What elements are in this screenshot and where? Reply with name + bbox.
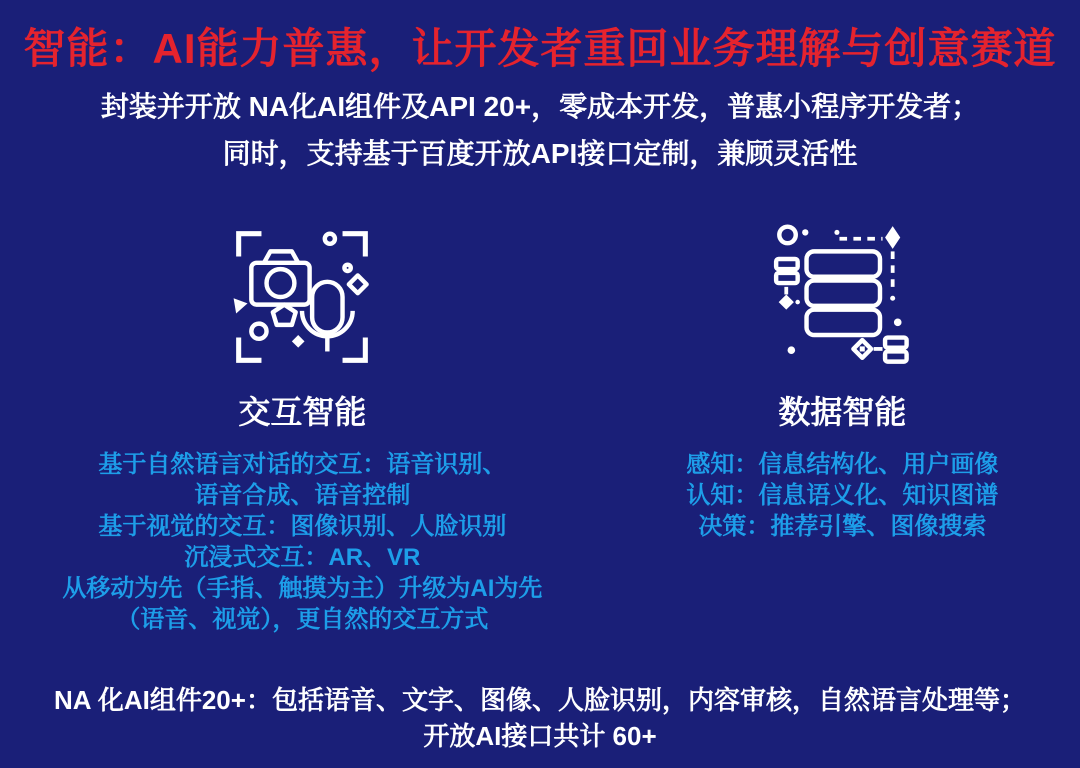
bullet-line: 基于视觉的交互：图像识别、人脸识别 — [98, 513, 507, 540]
footer-line-2: 开放AI接口共计 60+ — [423, 721, 657, 751]
interaction-bullet-list — [62, 449, 542, 635]
footer-summary — [0, 682, 1080, 754]
bullet-line: 认知：信息语义化、知识图谱 — [686, 482, 999, 509]
bullet-line: 感知：信息结构化、用户画像 — [686, 451, 999, 478]
subtitle-line-1: 封装并开放 NA化AI组件及API 20+，零成本开发，普惠小程序开发者； — [100, 91, 980, 122]
column-title-interaction: 交互智能 — [238, 394, 367, 430]
column-interaction-intelligence — [0, 221, 605, 635]
database-stack-icon — [766, 221, 918, 373]
column-title-data: 数据智能 — [778, 394, 907, 430]
bullet-line: （语音、视觉），更自然的交互方式 — [116, 606, 489, 633]
content-columns — [0, 221, 1080, 635]
bullet-line: 语音合成、语音控制 — [194, 482, 411, 509]
camera-and-microphone-icon — [226, 221, 378, 373]
bullet-line: 从移动为先（手指、触摸为主）升级为AI为先 — [62, 575, 543, 602]
page-title: 智能：AI能力普惠，让开发者重回业务理解与创意赛道 — [23, 25, 1057, 72]
bullet-line: 沉浸式交互：AR、VR — [184, 544, 421, 571]
bullet-line: 决策：推荐引擎、图像搜索 — [698, 513, 987, 540]
subtitle-line-2: 同时，支持基于百度开放API接口定制，兼顾灵活性 — [222, 138, 858, 169]
bullet-line: 基于自然语言对话的交互：语音识别、 — [98, 451, 507, 478]
column-data-intelligence — [605, 221, 1080, 542]
footer-line-1: NA 化AI组件20+：包括语音、文字、图像、人脸识别，内容审核，自然语言处理等； — [54, 685, 1026, 715]
data-bullet-list — [686, 449, 998, 542]
